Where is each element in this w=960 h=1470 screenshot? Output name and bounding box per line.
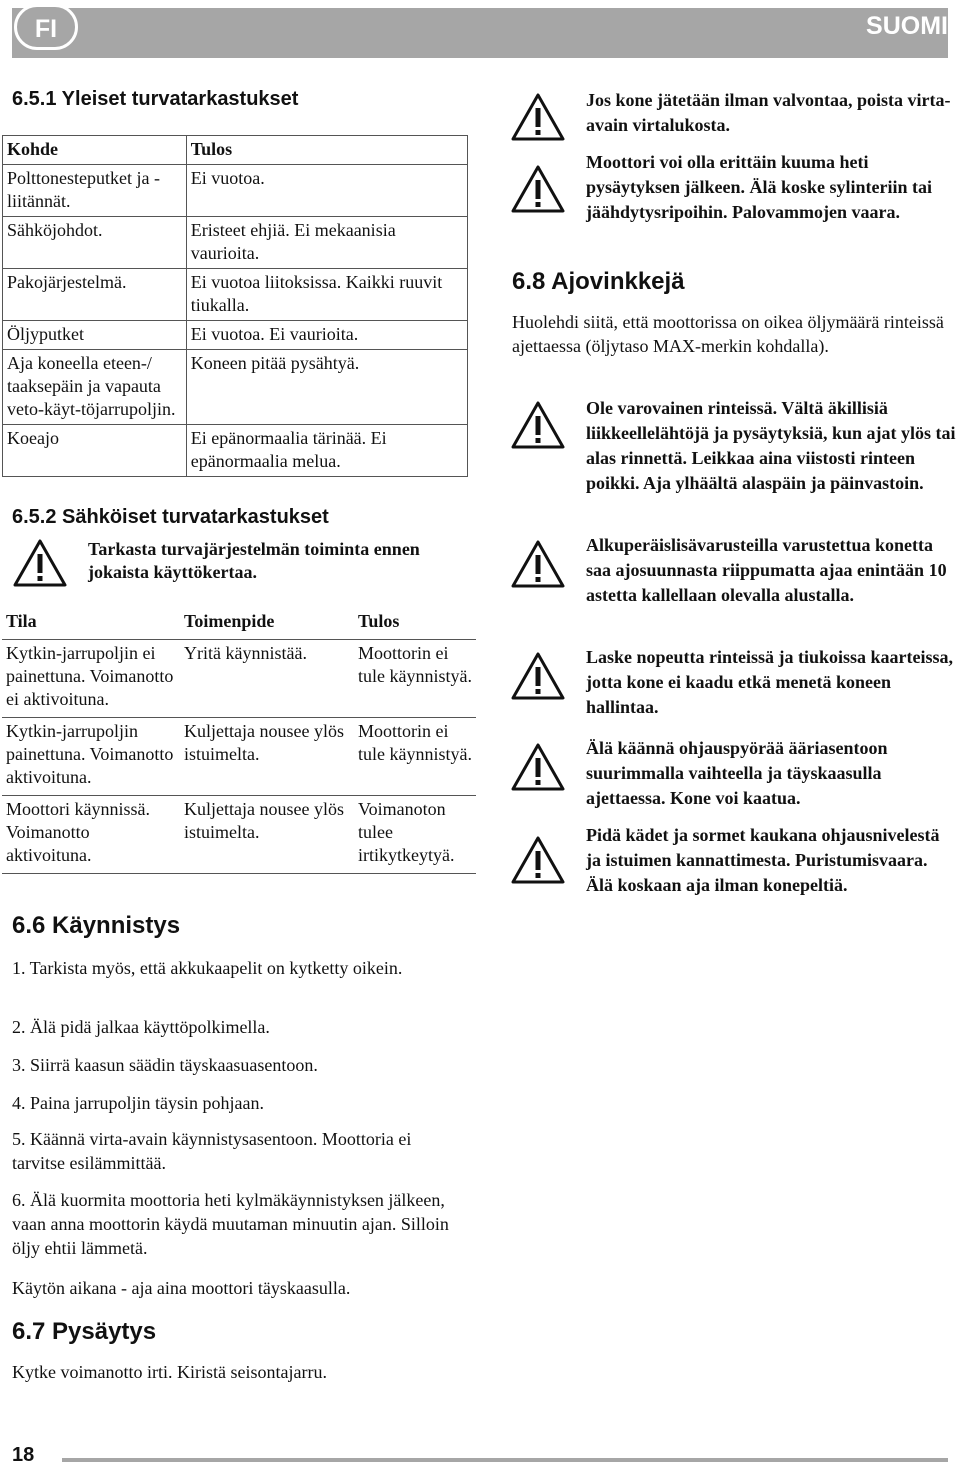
table-cell: Kytkin-jarrupoljin ei painettuna. Voimanotto ei aktivoituna. (2, 640, 180, 718)
table-cell: Voimanoton tulee irtikytkeytyä. (354, 796, 476, 874)
warning-icon (510, 742, 566, 792)
table-cell: Ei vuotoa. (186, 165, 467, 217)
table-cell: Kytkin-jarrupoljin painettuna. Voimanotto aktivoituna. (2, 718, 180, 796)
table-header: Toimenpide (180, 608, 354, 640)
table-cell: Yritä käynnistää. (180, 640, 354, 718)
warning-unattended (510, 90, 950, 146)
running-note: Käytön aikana - aja aina moottori täyskaasulla. (12, 1278, 351, 1298)
header-bar (12, 8, 948, 58)
table-cell: Moottorin ei tule käynnistyä. (354, 718, 476, 796)
table-cell: Moottori käynnissä. Voimanotto aktivoituna. (2, 796, 180, 874)
page-number: 18 (12, 1444, 35, 1466)
warning-icon (510, 92, 566, 142)
table-cell: Pakojärjestelmä. (3, 269, 187, 321)
table-cell: Öljyputket (3, 321, 187, 350)
table-cell: Moottorin ei tule käynnistyä. (354, 640, 476, 718)
section-651-heading: 6.5.1 Yleiset turvatarkastukset (12, 88, 299, 110)
section-652-heading: 6.5.2 Sähköiset turvatarkastukset (12, 506, 329, 528)
warning-icon (510, 400, 566, 450)
section-67-heading: 6.7 Pysäytys (12, 1318, 157, 1345)
table-cell: Koeajo (3, 425, 187, 477)
table-header: Tulos (354, 608, 476, 640)
table-cell: Sähköjohdot. (3, 217, 187, 269)
table-cell: Ei vuotoa liitoksissa. Kaikki ruuvit tiukalla. (186, 269, 467, 321)
start-step: 6. Älä kuormita moottoria heti kylmäkäynnistyksen jälkeen, vaan anna moottorin käydä muutaman minuutin ajan. Silloin öljy ehtii lämmetä. (12, 1190, 449, 1258)
table-cell: Ei vuotoa. Ei vaurioita. (186, 321, 467, 350)
table-header: Tila (2, 608, 180, 640)
start-step: 3. Siirrä kaasun säädin täyskaasuasentoon. (12, 1055, 318, 1075)
start-step: 1. Tarkista myös, että akkukaapelit on kytketty oikein. (12, 958, 403, 978)
warning-icon (510, 539, 566, 589)
table-cell: Aja koneella eteen-/ taaksepäin ja vapauta veto-käyt-töjarrupoljin. (3, 350, 187, 425)
electrical-checks-table (2, 608, 476, 874)
stop-text: Kytke voimanotto irti. Kiristä seisontajarru. (12, 1362, 327, 1382)
warning-icon (12, 538, 68, 588)
warning-icon (510, 164, 566, 214)
tips-intro: Huolehdi siitä, että moottorissa on oikea öljymäärä rinteissä ajettaessa (öljytaso MAX-merkin kohdalla). (512, 312, 944, 356)
table-cell: Polttonesteputket ja -liitännät. (3, 165, 187, 217)
start-step: 5. Käännä virta-avain käynnistysasentoon. Moottoria ei tarvitse esilämmittää. (12, 1129, 412, 1173)
language-badge: FI (14, 4, 78, 50)
section-68-heading: 6.8 Ajovinkkejä (512, 268, 685, 295)
table-cell: Kuljettaja nousee ylös istuimelta. (180, 796, 354, 874)
warning-text: Pidä kädet ja sormet kaukana ohjausnivelestä ja istuimen kannattimesta. Puristumisvaara. Älä koskaan aja ilman konepeltiä. (586, 825, 940, 895)
table-header: Tulos (186, 136, 467, 165)
table-cell: Ei epänormaalia tärinää. Ei epänormaalia melua. (186, 425, 467, 477)
warning-text: Alkuperäislisävarusteilla varustettua konetta saa ajosuunnasta riippumatta ajaa enintään 10 astetta kallellaan olevalla alustalla. (586, 535, 947, 605)
warning-text: Tarkasta turvajärjestelmän toiminta ennen jokaista käyttökertaa. (88, 539, 420, 582)
table-cell: Kuljettaja nousee ylös istuimelta. (180, 718, 354, 796)
warning-text: Jos kone jätetään ilman valvontaa, poista virta-avain virtalukosta. (586, 90, 951, 135)
warning-text: Laske nopeutta rinteissä ja tiukoissa kaarteissa, jotta kone ei kaadu etkä menetä koneen hallintaa. (586, 647, 954, 717)
start-step: 2. Älä pidä jalkaa käyttöpolkimella. (12, 1017, 270, 1037)
section-66-heading: 6.6 Käynnistys (12, 912, 181, 939)
warning-hot-engine (510, 150, 950, 250)
header-title: SUOMI (866, 12, 948, 40)
warning-text: Älä käännä ohjauspyörää ääriasentoon suurimmalla vaihteella ja täyskaasulla ajettaessa. Kone voi kaatua. (586, 738, 888, 808)
warning-icon (510, 835, 566, 885)
footer-rule (62, 1458, 948, 1462)
warning-icon (510, 651, 566, 701)
table-cell: Eristeet ehjiä. Ei mekaanisia vaurioita. (186, 217, 467, 269)
table-cell: Koneen pitää pysähtyä. (186, 350, 467, 425)
warning-text: Ole varovainen rinteissä. Vältä äkillisiä liikkeellelähtöjä ja pysäytyksiä, kun ajat ylös tai alas rinnettä. Leikkaa aina viistosti rinteen poikki. Aja ylhäältä alaspäin ja päinvastoin. (586, 398, 956, 493)
table-header: Kohde (3, 136, 187, 165)
start-step: 4. Paina jarrupoljin täysin pohjaan. (12, 1093, 264, 1113)
warning-text: Moottori voi olla erittäin kuuma heti pysäytyksen jälkeen. Älä koske sylinteriin tai jäähdytysripoihin. Palovammojen vaara. (586, 152, 933, 222)
general-checks-table (2, 135, 468, 477)
